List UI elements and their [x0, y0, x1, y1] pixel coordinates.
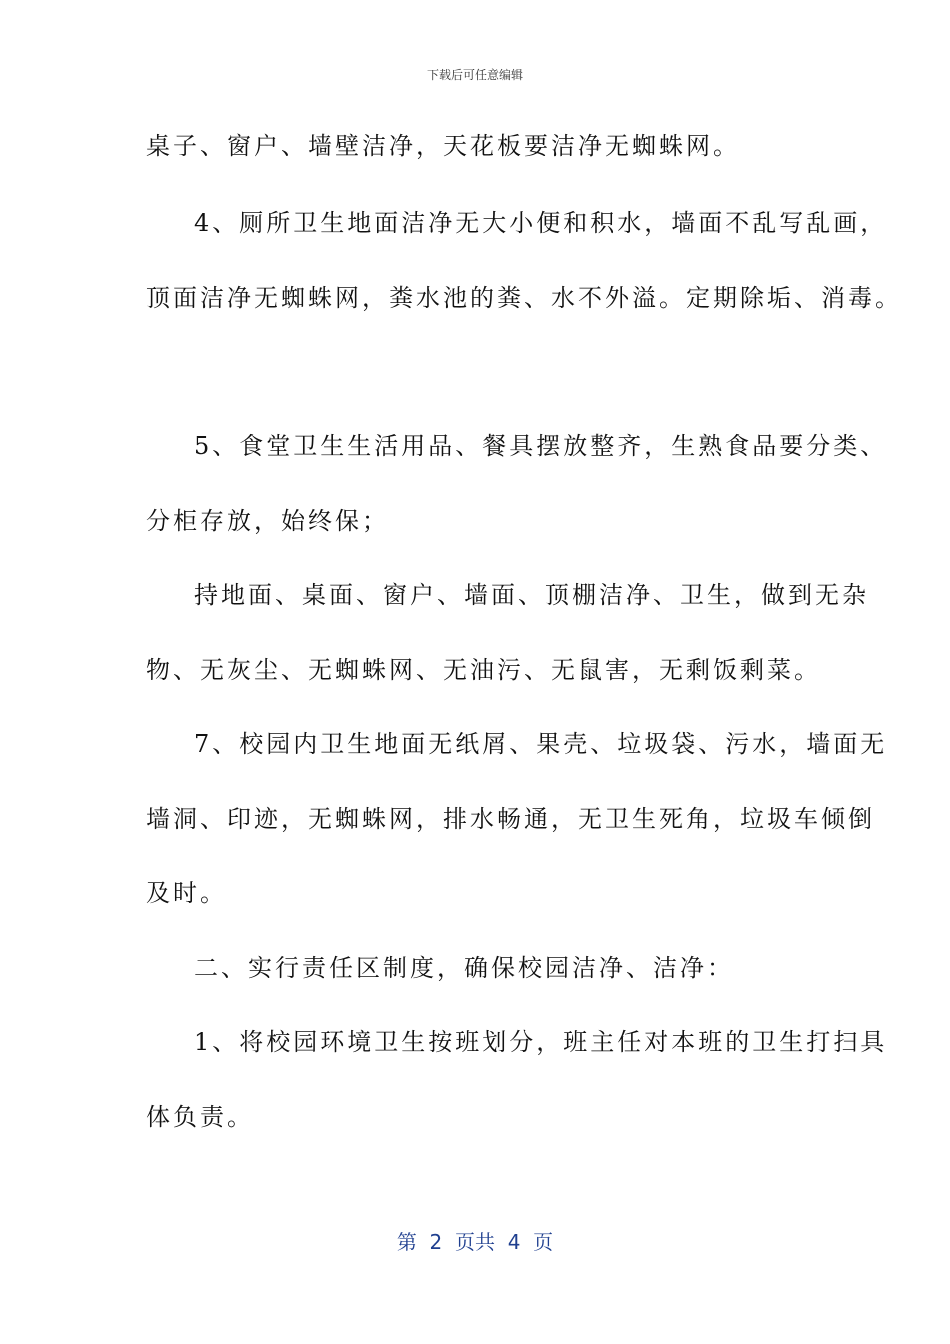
page-header-note: 下载后可任意编辑 — [426, 68, 523, 82]
body-line: 7、校园内卫生地面无纸屑、果壳、垃圾袋、污水，墙面无 — [194, 730, 888, 758]
body-line: 及时。 — [146, 879, 227, 907]
body-line: 5、食堂卫生生活用品、餐具摆放整齐，生熟食品要分类、 — [194, 432, 888, 460]
body-line: 4、厕所卫生地面洁净无大小便和积水，墙面不乱写乱画， — [194, 209, 888, 237]
page-number-footer — [0, 1226, 950, 1255]
body-line: 桌子、窗户、墙壁洁净，天花板要洁净无蜘蛛网。 — [146, 132, 740, 160]
body-line: 顶面洁净无蜘蛛网，粪水池的粪、水不外溢。定期除垢、消毒。 — [146, 284, 902, 312]
body-line: 持地面、桌面、窗户、墙面、顶棚洁净、卫生，做到无杂 — [194, 581, 869, 609]
body-line: 墙洞、印迹，无蜘蛛网，排水畅通，无卫生死角，垃圾车倾倒 — [146, 805, 875, 833]
body-line: 物、无灰尘、无蜘蛛网、无油污、无鼠害，无剩饭剩菜。 — [146, 656, 821, 684]
body-line: 分柜存放，始终保； — [146, 507, 389, 535]
body-line: 体负责。 — [146, 1103, 254, 1131]
body-line: 1、将校园环境卫生按班划分，班主任对本班的卫生打扫具 — [194, 1028, 888, 1056]
page-number-text: 第 2 页共 4 页 — [396, 1230, 554, 1254]
section-heading: 二、实行责任区制度，确保校园洁净、洁净： — [194, 954, 734, 982]
